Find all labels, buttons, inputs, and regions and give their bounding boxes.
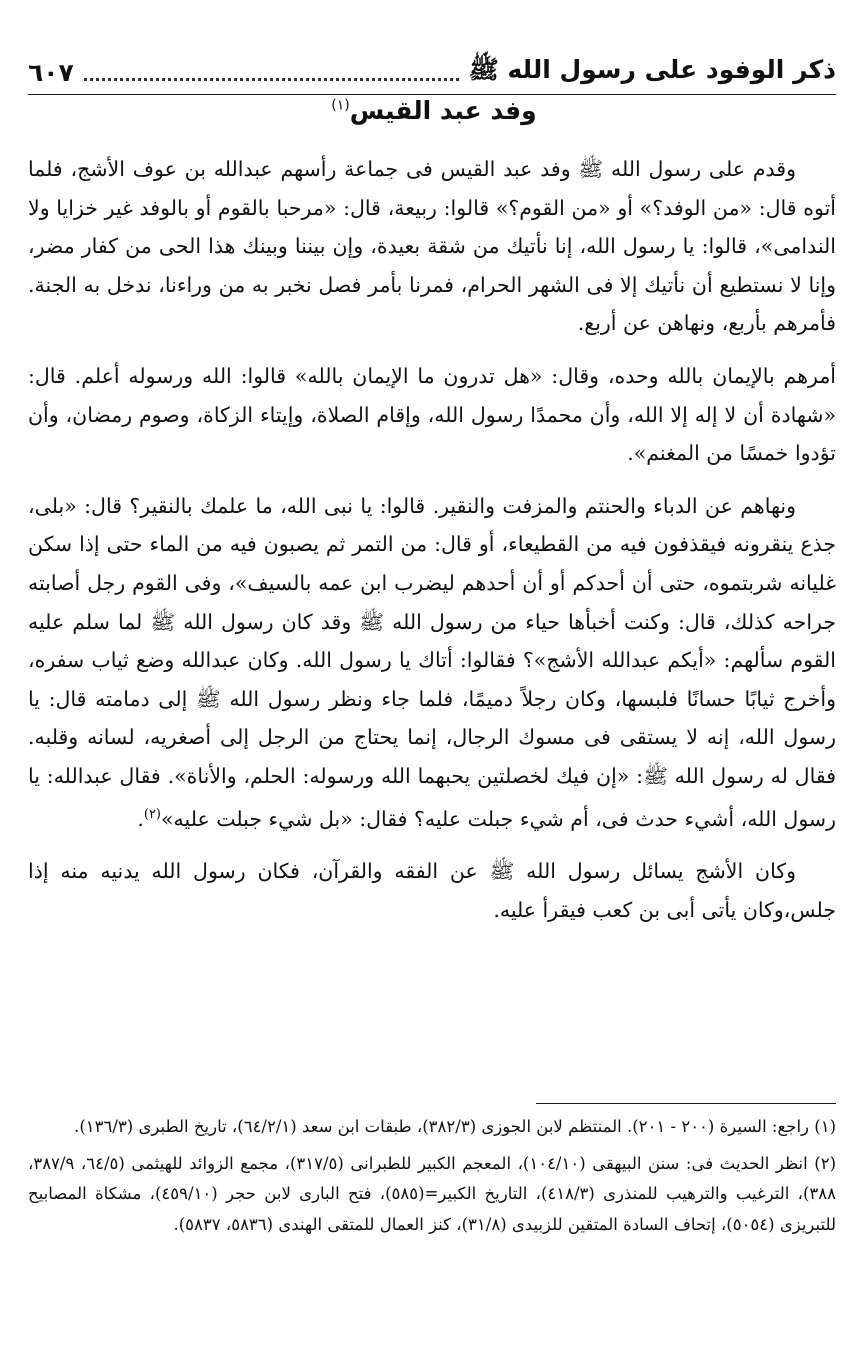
paragraph-tail: . xyxy=(137,806,144,831)
section-heading xyxy=(0,96,868,125)
paragraph xyxy=(28,487,836,838)
page-number: ٦٠٧ xyxy=(28,57,74,87)
paragraph-text: ونهاهم عن الدباء والحنتم والمزفت والنقير. قالوا: يا نبى الله، ما علمك بالنقير؟ قال: «بلى، جذع ينقرونه فيقذفون فيه من القطيعاء، أو قال: من التمر ثم يصبون فيه من الماء حتى إذا سكن غليانه شربتموه، حتى أن أحدكم أو أن أحدهم ليضرب ابن عمه بالسيف»، وفى القوم رجل أصابته جراحه كذلك، قال: وكنت أخبأها حياء من رسول الله ﷺ وقد كان رسول الله ﷺ لما سلم عليه القوم سألهم: «أيكم عبدالله الأشج»؟ فقالوا: أتاك يا رسول الله. وكان عبدالله وضع ثياب سفره، وأخرج ثيابًا حسانًا فلبسها، وكان رجلاً دميمًا، فلما جاء ونظر رسول الله ﷺ إلى دمامته قال: يا رسول الله، إنه لا يستقى فى مسوك الرجال، إنما يحتاج من الرجل إلى أصغريه، لسانه وقلبه. فقال له رسول الله ﷺ: «إن فيك لخصلتين يحبهما الله ورسوله: الحلم، والأناة». فقال عبدالله: يا رسول الله، أشيء حدث فى، أم شيء جبلت عليه؟ فقال: «بل شيء جبلت عليه» xyxy=(28,493,836,831)
running-header xyxy=(28,50,836,95)
dotted-leader xyxy=(84,64,459,81)
paragraph: وقدم على رسول الله ﷺ وفد عبد القيس فى جماعة رأسهم عبدالله بن عوف الأشج، فلما أتوه قال: «من الوفد؟» أو «من القوم؟» قالوا: ربيعة، قال: «مرحبا بالقوم أو بالوفد غير خزايا ولا الندامى»، قالوا: يا رسول الله، إنا نأتيك من شقة بعيدة، وإن بيننا وبينك هذا الحى من كفار مضر، وإنا لا نستطيع أن نأتيك إلا فى الشهر الحرام، فمرنا بأمر فصل نخبر به من وراءنا، ندخل به الجنة. فأمرهم بأربع، ونهاهن عن أربع. xyxy=(28,157,836,336)
heading-footnote-ref: (١) xyxy=(331,97,350,114)
running-title: ذكر الوفود على رسول الله ﷺ xyxy=(468,54,836,84)
footnote: (١) راجع: السيرة (٢٠٠ - ٢٠١). المنتظم لابن الجوزى (٣٨٢/٣)، طبقات ابن سعد (٦٤/٢/١)، تاريخ الطبرى (١٣٦/٣). xyxy=(74,1117,836,1136)
paragraph: أمرهم بالإيمان بالله وحده، وقال: «هل تدرون ما الإيمان بالله» قالوا: الله ورسوله أعلم. قال: «شهادة أن لا إله إلا الله، وأن محمدًا رسول الله، وإقام الصلاة، وإيتاء الزكاة، وصوم رمضان، وأن تؤدوا خمسًا من المغنم». xyxy=(28,363,836,466)
footnote: (٢) انظر الحديث فى: سنن البيهقى (١٠٤/١٠)، المعجم الكبير للطبرانى (٣١٧/٥)، مجمع الزوائد للهيثمى (٦٤/٥، ٣٨٧/٩، ٣٨٨)، الترغيب والترهيب للمنذرى (٤١٨/٣)، التاريخ الكبير=(٥٨٥)، فتح البارى لابن حجر (٤٥٩/١٠)، مشكاة المصابيح للتبريزى (٥٠٥٤)، إتحاف السادة المتقين للزبيدى (٣١/٨)، كنز العمال للمتقى الهندى (٥٨٣٦، ٥٨٣٧). xyxy=(28,1153,837,1234)
footnote-divider xyxy=(536,1103,836,1104)
section-title: وفد عبد القيس xyxy=(349,96,537,125)
footnote-ref: (٢) xyxy=(143,806,161,822)
body-text xyxy=(28,150,836,943)
footnotes xyxy=(28,1112,836,1246)
paragraph: وكان الأشج يسائل رسول الله ﷺ عن الفقه والقرآن، فكان رسول الله يدنيه منه إذا جلس،وكان يأتى أبى بن كعب فيقرأ عليه. xyxy=(28,858,836,922)
